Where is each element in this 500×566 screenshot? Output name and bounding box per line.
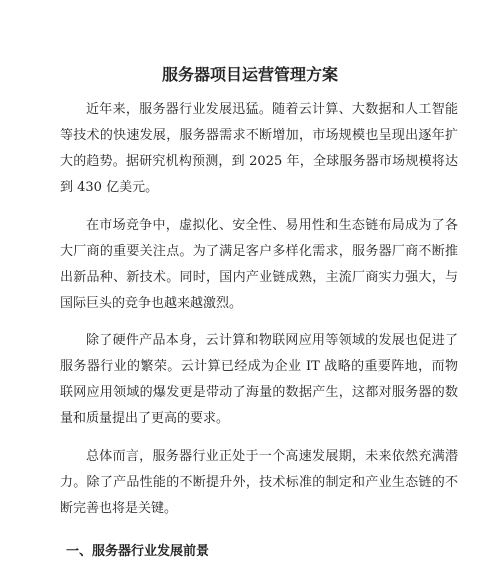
- section-heading: 一、服务器行业发展前景: [66, 544, 210, 559]
- paragraph-cloud-iot: 除了硬件产品本身，云计算和物联网应用等领域的发展也促进了服务器行业的繁荣。云计算已经成为企业 IT 战略的重要阵地，而物联网应用领域的爆发更是带动了海量的数据产生，这都对服务器的数量和质量提出了更高的要求。: [60, 333, 458, 426]
- paragraph-summary: 总体而言，服务器行业正处于一个高速发展期，未来依然充满潜力。除了产品性能的不断提升外，技术标准的制定和产业生态链的不断完善也将是关键。: [60, 449, 458, 516]
- paragraph-market-competition: 在市场竞争中，虚拟化、安全性、易用性和生态链布局成为了各大厂商的重要关注点。为了满足客户多样化需求，服务器厂商不断推出新品种、新技术。同时，国内产业链成熟，主流厂商实力强大，与国际巨头的竞争也越来越激烈。: [60, 218, 458, 311]
- page-title: 服务器项目运营管理方案: [161, 65, 338, 84]
- paragraph-industry-growth: 近年来，服务器行业发展迅猛。随着云计算、大数据和人工智能等技术的快速发展，服务器需求不断增加，市场规模也呈现出逐年扩大的趋势。据研究机构预测，到 2025 年，全球服务器市场规模将达到 430 亿美元。: [60, 102, 458, 195]
